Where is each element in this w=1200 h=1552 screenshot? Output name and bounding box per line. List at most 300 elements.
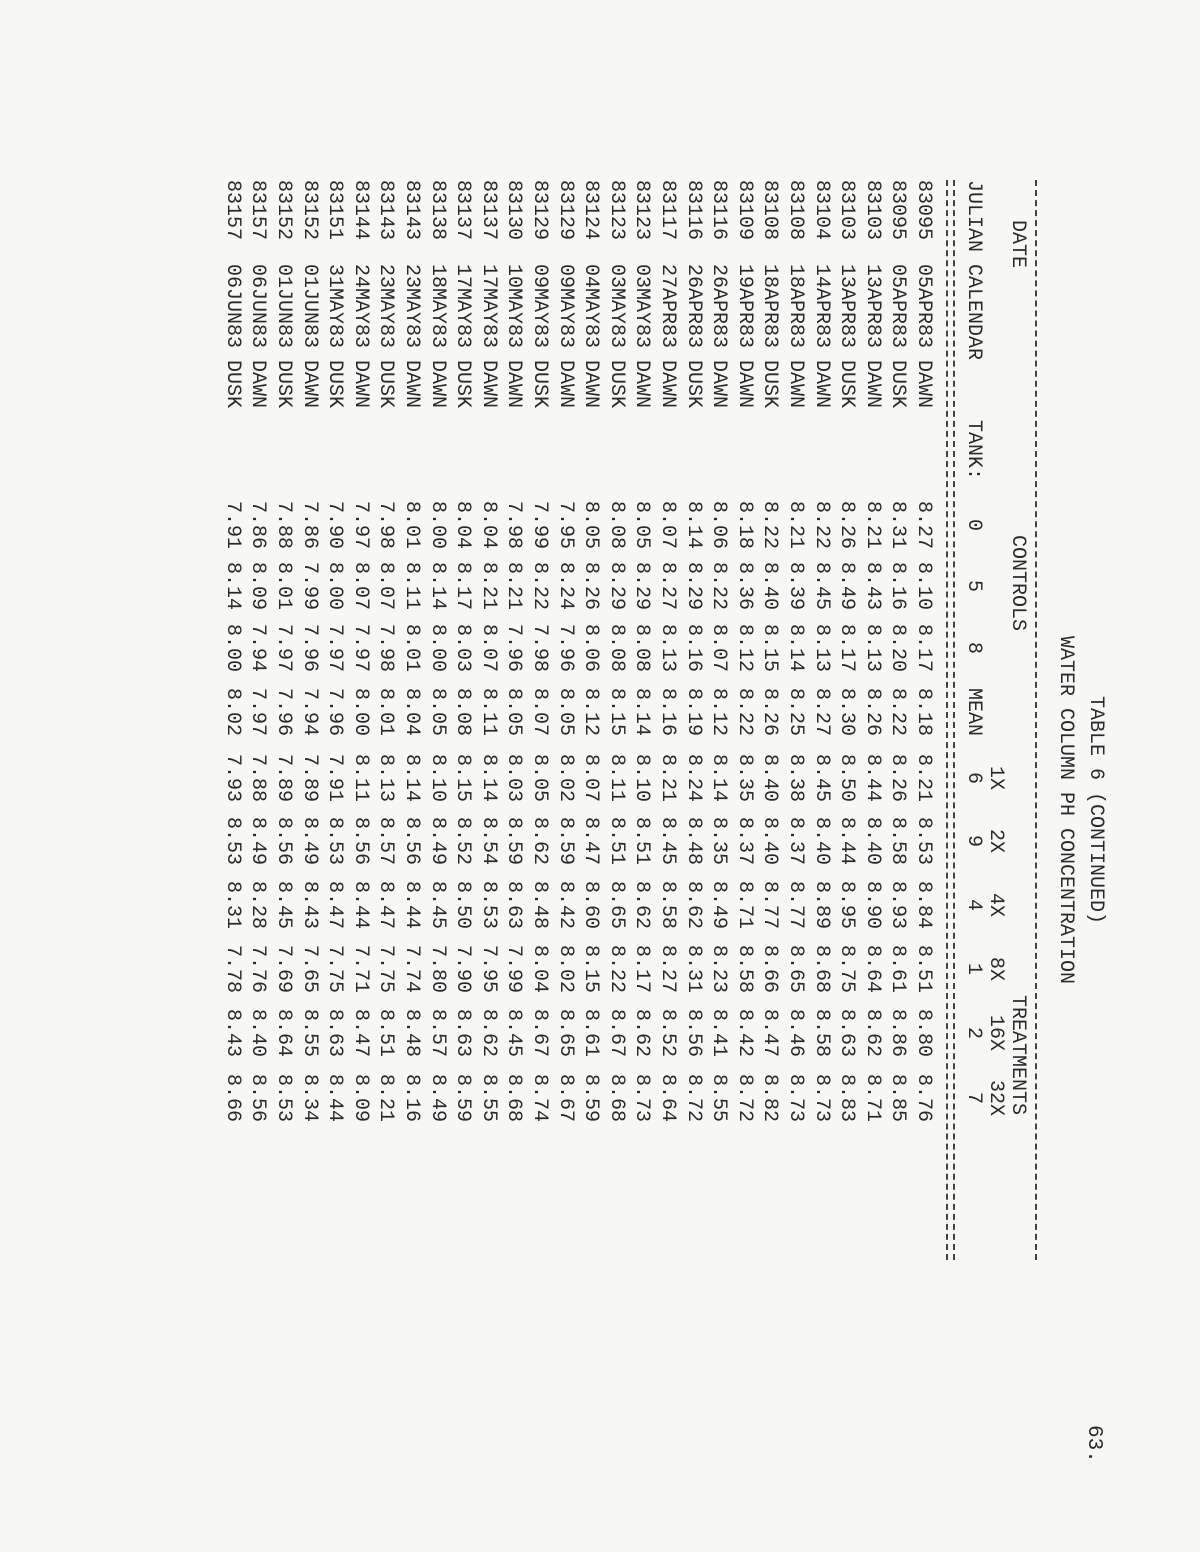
julian-date: 83129 <box>553 180 577 241</box>
julian-date: 83157 <box>246 180 270 241</box>
ph-value: 8.30 <box>835 687 859 736</box>
calendar-date: 17MAY83 <box>476 264 500 349</box>
ph-value: 8.45 <box>272 880 295 929</box>
ph-value: 8.14 <box>784 623 807 672</box>
ph-value: 7.99 <box>502 944 526 993</box>
table-row <box>399 180 421 1440</box>
ph-value: 8.56 <box>272 816 295 865</box>
treatment-label: 2X <box>984 828 1007 853</box>
ph-value: 8.43 <box>297 880 321 929</box>
ph-value: 8.03 <box>451 623 475 672</box>
ph-value: 8.22 <box>809 500 833 549</box>
julian-date: 83124 <box>579 180 603 241</box>
calendar-date: 18APR83 <box>758 264 782 349</box>
julian-date: 83152 <box>297 180 321 241</box>
ph-value: 8.11 <box>400 561 423 610</box>
ph-value: 8.21 <box>656 753 679 802</box>
header-treatments: TREATMENTS <box>1006 995 1029 1116</box>
ph-value: 8.53 <box>912 816 935 865</box>
ph-value: 8.44 <box>860 753 884 802</box>
ph-value: 8.63 <box>502 880 526 929</box>
ph-value: 8.22 <box>886 687 910 736</box>
ph-value: 8.14 <box>220 561 244 610</box>
table-row <box>783 180 805 1440</box>
ph-value: 8.11 <box>476 687 500 736</box>
ph-value: 8.00 <box>425 500 449 549</box>
treatment-label: 1X <box>984 765 1007 790</box>
ph-value: 8.21 <box>860 500 884 549</box>
header-mean: MEAN <box>962 687 985 736</box>
ph-value: 8.77 <box>758 880 782 929</box>
header-calendar: CALENDAR <box>962 264 985 361</box>
ph-value: 7.88 <box>272 500 295 549</box>
ph-value: 7.80 <box>425 944 449 993</box>
ph-value: 8.95 <box>835 880 859 929</box>
ph-value: 8.64 <box>656 1073 679 1122</box>
ph-value: 8.13 <box>860 623 884 672</box>
time-of-day: DUSK <box>451 360 475 409</box>
time-of-day: DAWN <box>912 360 935 409</box>
ph-value: 8.27 <box>912 500 935 549</box>
ph-value: 8.13 <box>809 623 833 672</box>
ph-value: 8.12 <box>707 687 731 736</box>
ph-value: 8.73 <box>630 1073 654 1122</box>
ph-value: 8.03 <box>502 753 526 802</box>
ph-value: 8.57 <box>425 1008 449 1057</box>
ph-value: 7.98 <box>374 623 398 672</box>
ph-value: 7.99 <box>528 500 551 549</box>
ph-value: 8.02 <box>553 944 577 993</box>
time-of-day: DUSK <box>758 360 782 409</box>
ph-value: 8.13 <box>374 753 398 802</box>
ph-value: 8.00 <box>348 687 372 736</box>
treatment-label: 32X <box>984 1079 1007 1116</box>
ph-value: 8.42 <box>732 1008 756 1057</box>
table-row <box>450 180 475 1440</box>
calendar-date: 03MAY83 <box>604 264 628 349</box>
ph-value: 7.90 <box>323 500 347 549</box>
ph-value: 7.97 <box>246 687 270 736</box>
calendar-date: 13APR83 <box>835 264 859 349</box>
header-date: DATE <box>1006 220 1029 269</box>
ph-value: 8.64 <box>272 1008 295 1057</box>
ph-value: 8.58 <box>886 816 910 865</box>
ph-value: 8.67 <box>604 1008 628 1057</box>
ph-value: 7.74 <box>400 944 423 993</box>
julian-date: 83109 <box>732 180 756 241</box>
ph-value: 8.44 <box>348 880 372 929</box>
ph-value: 8.01 <box>272 561 295 610</box>
calendar-date: 03MAY83 <box>630 264 654 349</box>
time-of-day: DAWN <box>246 360 270 409</box>
ph-value: 8.59 <box>451 1073 475 1122</box>
time-of-day: DUSK <box>528 360 551 409</box>
page-number: 63. <box>1082 1425 1105 1463</box>
ph-value: 8.04 <box>451 500 475 549</box>
ph-value: 8.04 <box>528 944 551 993</box>
calendar-date: 24MAY83 <box>348 264 372 349</box>
julian-date: 83144 <box>348 180 372 241</box>
ph-value: 7.94 <box>246 623 270 672</box>
table-subtitle: WATER COLUMN PH CONCENTRATION <box>1054 635 1077 985</box>
ph-value: 7.96 <box>553 623 577 672</box>
table-row <box>911 180 933 1440</box>
ph-value: 8.08 <box>451 687 475 736</box>
calendar-date: 17MAY83 <box>451 264 475 349</box>
ph-value: 8.11 <box>604 753 628 802</box>
tank-number: 5 <box>962 579 985 592</box>
ph-value: 8.31 <box>220 880 244 929</box>
ph-value: 8.57 <box>374 816 398 865</box>
rotated-table-page <box>145 180 1105 1440</box>
julian-date: 83116 <box>681 180 705 241</box>
table-row <box>860 180 882 1440</box>
table-row <box>834 180 859 1440</box>
ph-value: 8.89 <box>809 880 833 929</box>
table-row <box>297 180 319 1440</box>
ph-value: 8.43 <box>220 1008 244 1057</box>
ph-value: 7.95 <box>553 500 577 549</box>
ph-value: 8.05 <box>425 687 449 736</box>
calendar-date: 10MAY83 <box>502 264 526 349</box>
time-of-day: DUSK <box>604 360 628 409</box>
ph-value: 8.71 <box>732 880 756 929</box>
calendar-date: 06JUN83 <box>220 264 244 349</box>
table-row <box>706 180 731 1440</box>
table-row <box>245 180 270 1440</box>
ph-value: 8.40 <box>758 561 782 610</box>
ph-value: 8.66 <box>220 1073 244 1122</box>
ph-value: 8.46 <box>784 1008 807 1057</box>
ph-value: 8.07 <box>656 500 679 549</box>
ph-value: 8.21 <box>476 561 500 610</box>
ph-value: 8.51 <box>604 816 628 865</box>
ph-value: 7.89 <box>272 753 295 802</box>
table-row <box>425 180 447 1440</box>
julian-date: 83152 <box>272 180 295 241</box>
ph-value: 8.08 <box>630 623 654 672</box>
ph-value: 8.10 <box>425 753 449 802</box>
ph-value: 8.38 <box>784 753 807 802</box>
ph-value: 8.41 <box>707 1008 731 1057</box>
table-row <box>604 180 626 1440</box>
ph-value: 8.16 <box>400 1073 423 1122</box>
ph-value: 8.45 <box>656 816 679 865</box>
julian-date: 83108 <box>784 180 807 241</box>
ph-value: 8.16 <box>656 687 679 736</box>
treatment-label: 4X <box>984 892 1007 917</box>
ph-value: 8.62 <box>630 1008 654 1057</box>
ph-value: 8.19 <box>681 687 705 736</box>
ph-value: 7.91 <box>323 753 347 802</box>
time-of-day: DAWN <box>707 360 731 409</box>
ph-value: 8.55 <box>297 1008 321 1057</box>
table-row <box>655 180 677 1440</box>
header-julian: JULIAN <box>962 180 985 253</box>
ph-value: 8.24 <box>553 561 577 610</box>
treatment-label: 8X <box>984 956 1007 981</box>
ph-value: 7.88 <box>246 753 270 802</box>
calendar-date: 09MAY83 <box>553 264 577 349</box>
ph-value: 8.16 <box>681 623 705 672</box>
ph-value: 8.61 <box>886 944 910 993</box>
ph-value: 7.89 <box>297 753 321 802</box>
ph-value: 8.18 <box>912 687 935 736</box>
ph-value: 8.56 <box>348 816 372 865</box>
ph-value: 8.58 <box>809 1008 833 1057</box>
ph-value: 8.45 <box>809 753 833 802</box>
ph-value: 8.62 <box>630 880 654 929</box>
ph-value: 8.76 <box>912 1073 935 1122</box>
ph-value: 8.47 <box>374 880 398 929</box>
ph-value: 8.14 <box>707 753 731 802</box>
ph-value: 8.00 <box>425 623 449 672</box>
ph-value: 8.16 <box>886 561 910 610</box>
ph-value: 8.37 <box>784 816 807 865</box>
ph-value: 7.95 <box>476 944 500 993</box>
ph-value: 7.99 <box>297 561 321 610</box>
table-row <box>885 180 910 1440</box>
table-row <box>322 180 347 1440</box>
julian-date: 83116 <box>707 180 731 241</box>
time-of-day: DAWN <box>630 360 654 409</box>
julian-date: 83157 <box>220 180 244 241</box>
ph-value: 8.15 <box>604 687 628 736</box>
time-of-day: DAWN <box>732 360 756 409</box>
ph-value: 8.40 <box>758 816 782 865</box>
ph-value: 8.49 <box>246 816 270 865</box>
ph-value: 8.49 <box>425 1073 449 1122</box>
ph-value: 8.62 <box>681 880 705 929</box>
ph-value: 8.50 <box>835 753 859 802</box>
calendar-date: 23MAY83 <box>400 264 423 349</box>
ph-value: 7.91 <box>220 500 244 549</box>
tank-number: 4 <box>962 898 985 911</box>
ph-value: 8.59 <box>579 1073 603 1122</box>
ph-value: 8.04 <box>400 687 423 736</box>
ph-value: 8.62 <box>528 816 551 865</box>
ph-value: 8.17 <box>912 623 935 672</box>
ph-value: 8.12 <box>579 687 603 736</box>
julian-date: 83143 <box>400 180 423 241</box>
time-of-day: DAWN <box>348 360 372 409</box>
ph-value: 8.53 <box>323 816 347 865</box>
table-row <box>348 180 370 1440</box>
ph-value: 8.40 <box>860 816 884 865</box>
ph-value: 8.07 <box>374 561 398 610</box>
header-controls: CONTROLS <box>1006 535 1029 632</box>
calendar-date: 14APR83 <box>809 264 833 349</box>
ph-value: 8.47 <box>758 1008 782 1057</box>
julian-date: 83095 <box>886 180 910 241</box>
ph-value: 8.01 <box>374 687 398 736</box>
ph-value: 7.96 <box>272 687 295 736</box>
calendar-date: 31MAY83 <box>323 264 347 349</box>
treatment-label: 16X <box>984 1014 1007 1051</box>
ph-value: 8.13 <box>656 623 679 672</box>
table-row <box>476 180 498 1440</box>
time-of-day: DAWN <box>502 360 526 409</box>
ph-value: 8.11 <box>348 753 372 802</box>
ph-value: 8.27 <box>656 944 679 993</box>
ph-value: 8.49 <box>707 880 731 929</box>
time-of-day: DUSK <box>323 360 347 409</box>
table-title: TABLE 6 (CONTINUED) <box>1084 695 1107 925</box>
ph-value: 8.23 <box>707 944 731 993</box>
ph-value: 8.40 <box>758 753 782 802</box>
ph-value: 8.65 <box>604 880 628 929</box>
julian-date: 83137 <box>476 180 500 241</box>
table-document <box>145 180 1105 1440</box>
julian-date: 83117 <box>656 180 679 241</box>
table-row <box>809 180 831 1440</box>
ph-value: 8.56 <box>681 1008 705 1057</box>
header-mid-divider <box>953 180 955 1260</box>
ph-value: 8.28 <box>246 880 270 929</box>
ph-value: 8.62 <box>476 1008 500 1057</box>
ph-value: 7.97 <box>272 623 295 672</box>
table-row <box>220 180 242 1440</box>
ph-value: 7.90 <box>451 944 475 993</box>
ph-value: 8.51 <box>374 1008 398 1057</box>
ph-value: 8.07 <box>348 561 372 610</box>
calendar-date: 26APR83 <box>681 264 705 349</box>
ph-value: 8.61 <box>579 1008 603 1057</box>
ph-value: 7.98 <box>374 500 398 549</box>
ph-value: 7.69 <box>272 944 295 993</box>
ph-value: 8.72 <box>732 1073 756 1122</box>
table-row <box>501 180 526 1440</box>
ph-value: 8.73 <box>784 1073 807 1122</box>
ph-value: 8.83 <box>835 1073 859 1122</box>
ph-value: 8.66 <box>758 944 782 993</box>
table-row <box>373 180 398 1440</box>
ph-value: 8.52 <box>656 1008 679 1057</box>
ph-value: 8.52 <box>451 816 475 865</box>
ph-value: 8.53 <box>272 1073 295 1122</box>
ph-value: 8.05 <box>630 500 654 549</box>
ph-value: 8.49 <box>297 816 321 865</box>
time-of-day: DUSK <box>272 360 295 409</box>
ph-value: 8.21 <box>784 500 807 549</box>
ph-value: 8.86 <box>886 1008 910 1057</box>
ph-value: 8.17 <box>835 623 859 672</box>
time-of-day: DAWN <box>579 360 603 409</box>
julian-date: 83129 <box>528 180 551 241</box>
ph-value: 8.15 <box>451 753 475 802</box>
ph-value: 8.22 <box>758 500 782 549</box>
ph-value: 8.14 <box>476 753 500 802</box>
ph-value: 8.58 <box>732 944 756 993</box>
ph-value: 8.25 <box>784 687 807 736</box>
ph-value: 8.60 <box>579 880 603 929</box>
header-bottom-divider <box>946 180 948 1260</box>
ph-value: 8.07 <box>707 623 731 672</box>
ph-value: 8.08 <box>604 623 628 672</box>
ph-value: 8.36 <box>732 561 756 610</box>
ph-value: 8.05 <box>502 687 526 736</box>
calendar-date: 01JUN83 <box>272 264 295 349</box>
ph-value: 8.48 <box>528 880 551 929</box>
ph-value: 7.97 <box>348 623 372 672</box>
ph-value: 8.72 <box>681 1073 705 1122</box>
ph-value: 8.43 <box>860 561 884 610</box>
julian-date: 83103 <box>860 180 884 241</box>
time-of-day: DAWN <box>400 360 423 409</box>
ph-value: 8.42 <box>553 880 577 929</box>
ph-value: 8.55 <box>476 1073 500 1122</box>
julian-date: 83123 <box>604 180 628 241</box>
julian-date: 83095 <box>912 180 935 241</box>
ph-value: 8.48 <box>400 1008 423 1057</box>
ph-value: 8.02 <box>220 687 244 736</box>
ph-value: 7.96 <box>297 623 321 672</box>
ph-value: 8.06 <box>707 500 731 549</box>
ph-value: 7.96 <box>502 623 526 672</box>
ph-value: 8.67 <box>553 1073 577 1122</box>
calendar-date: 04MAY83 <box>579 264 603 349</box>
ph-value: 8.10 <box>630 753 654 802</box>
ph-value: 8.47 <box>579 816 603 865</box>
table-row <box>553 180 575 1440</box>
tank-number: 7 <box>962 1091 985 1104</box>
table-row <box>732 180 754 1440</box>
ph-value: 8.04 <box>476 500 500 549</box>
julian-date: 83151 <box>323 180 347 241</box>
ph-value: 7.97 <box>348 500 372 549</box>
ph-value: 8.17 <box>630 944 654 993</box>
table-row <box>681 180 703 1440</box>
ph-value: 8.09 <box>348 1073 372 1122</box>
ph-value: 8.29 <box>630 561 654 610</box>
ph-value: 7.96 <box>323 687 347 736</box>
ph-value: 7.86 <box>246 500 270 549</box>
ph-value: 8.07 <box>579 753 603 802</box>
ph-value: 8.27 <box>809 687 833 736</box>
ph-value: 8.63 <box>451 1008 475 1057</box>
ph-value: 8.50 <box>451 880 475 929</box>
ph-value: 8.45 <box>502 1008 526 1057</box>
julian-date: 83130 <box>502 180 526 241</box>
ph-value: 8.67 <box>528 1008 551 1057</box>
ph-value: 8.14 <box>681 500 705 549</box>
ph-value: 8.51 <box>912 944 935 993</box>
ph-value: 8.68 <box>502 1073 526 1122</box>
ph-value: 7.75 <box>374 944 398 993</box>
ph-value: 7.75 <box>323 944 347 993</box>
ph-value: 8.07 <box>528 687 551 736</box>
time-of-day: DAWN <box>553 360 577 409</box>
tank-number: 9 <box>962 834 985 847</box>
ph-value: 8.48 <box>681 816 705 865</box>
ph-value: 8.17 <box>451 561 475 610</box>
tank-number: 0 <box>962 518 985 531</box>
time-of-day: DUSK <box>681 360 705 409</box>
time-of-day: DAWN <box>476 360 500 409</box>
time-of-day: DAWN <box>784 360 807 409</box>
calendar-date: 27APR83 <box>656 264 679 349</box>
ph-value: 8.06 <box>579 623 603 672</box>
ph-value: 8.09 <box>246 561 270 610</box>
calendar-date: 19APR83 <box>732 264 756 349</box>
ph-value: 8.27 <box>656 561 679 610</box>
ph-value: 8.59 <box>502 816 526 865</box>
ph-value: 7.98 <box>528 623 551 672</box>
ph-value: 8.08 <box>604 500 628 549</box>
time-of-day: DAWN <box>297 360 321 409</box>
ph-value: 7.65 <box>297 944 321 993</box>
ph-value: 8.71 <box>860 1073 884 1122</box>
